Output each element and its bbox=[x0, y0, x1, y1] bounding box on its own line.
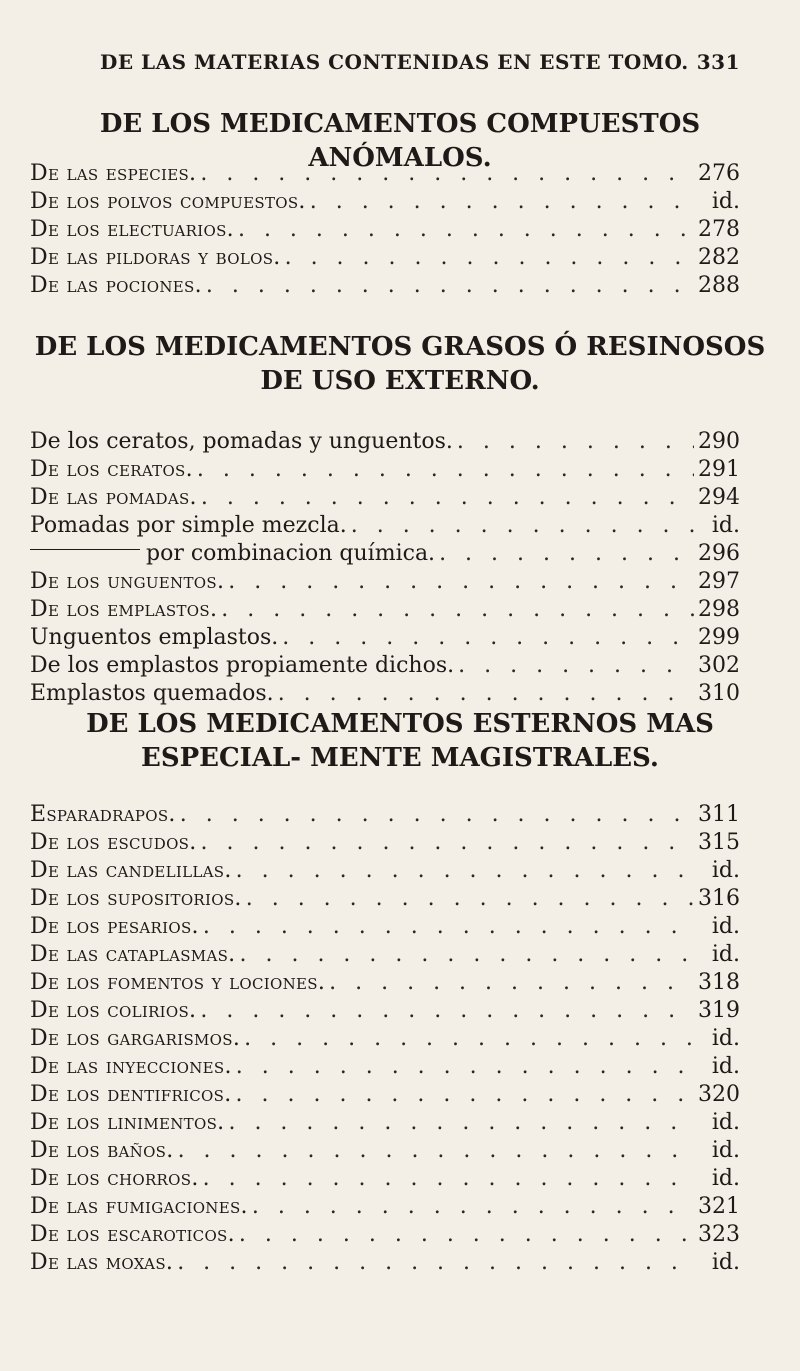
dot-leader bbox=[206, 272, 694, 300]
dot-leader bbox=[180, 801, 694, 829]
dot-leader bbox=[239, 941, 696, 969]
dot-leader bbox=[236, 857, 696, 885]
dot-leader bbox=[177, 1249, 696, 1277]
section-heading: DE LOS MEDICAMENTOS ESTERNOS MAS ESPECIAL- MENTE MAGISTRALES. bbox=[86, 709, 714, 773]
toc-entry-label: De los chorros. bbox=[30, 1166, 199, 1191]
dot-leader bbox=[457, 428, 694, 456]
toc-entry-label: Pomadas por simple mezcla. bbox=[30, 513, 347, 538]
toc-entry bbox=[30, 456, 740, 484]
toc-entry bbox=[30, 1137, 740, 1165]
dot-leader bbox=[203, 1165, 696, 1193]
toc-list bbox=[30, 160, 740, 300]
toc-entry bbox=[30, 680, 740, 708]
toc-entry-label: De las pociones. bbox=[30, 273, 202, 298]
toc-entry-label: De los emplastos. bbox=[30, 597, 218, 622]
dot-leader bbox=[239, 1221, 694, 1249]
toc-entry-page: id. bbox=[711, 1054, 740, 1079]
toc-entry bbox=[30, 568, 740, 596]
running-head-title: DE LAS MATERIAS CONTENIDAS EN ESTE TOMO. bbox=[100, 50, 689, 74]
toc-entry-page: 319 bbox=[698, 998, 740, 1023]
toc-entry-page: 278 bbox=[698, 217, 740, 242]
dot-leader bbox=[458, 652, 694, 680]
toc-entry-page: id. bbox=[711, 1250, 740, 1275]
dot-leader bbox=[228, 568, 694, 596]
toc-entry-label: De los escaroticos. bbox=[30, 1222, 235, 1247]
toc-entry-label: De las fumigaciones. bbox=[30, 1194, 248, 1219]
section-heading: DE LOS MEDICAMENTOS GRASOS Ó RESINOSOS DE USO EXTERNO. bbox=[34, 332, 766, 396]
toc-entry-label: De las pomadas. bbox=[30, 485, 197, 510]
toc-entry-page: 296 bbox=[698, 541, 740, 566]
toc-entry-label bbox=[30, 540, 435, 568]
dot-leader bbox=[203, 913, 696, 941]
toc-entry bbox=[30, 969, 740, 997]
toc-entry-label: De los baños. bbox=[30, 1138, 174, 1163]
toc-list bbox=[30, 428, 740, 708]
toc-entry bbox=[30, 160, 740, 188]
toc-entry-label: De los electuarios. bbox=[30, 217, 234, 242]
toc-entry-label-text: por combinacion química. bbox=[146, 541, 436, 566]
toc-entry bbox=[30, 1081, 740, 1109]
toc-entry bbox=[30, 216, 740, 244]
toc-entry bbox=[30, 624, 740, 652]
toc-entry-label: De los pesarios. bbox=[30, 914, 199, 939]
toc-entry-page: id. bbox=[711, 1110, 740, 1135]
dot-leader bbox=[310, 188, 696, 216]
toc-entry-label: De los dentifricos. bbox=[30, 1082, 232, 1107]
toc-entry-page: 297 bbox=[698, 569, 740, 594]
toc-entry-label: Unguentos emplastos. bbox=[30, 625, 279, 650]
toc-entry-page: 276 bbox=[698, 161, 740, 186]
toc-entry-page: 298 bbox=[698, 597, 740, 622]
toc-entry-page: id. bbox=[711, 942, 740, 967]
dot-leader bbox=[439, 540, 694, 568]
toc-entry bbox=[30, 272, 740, 300]
dot-leader bbox=[244, 1025, 696, 1053]
dot-leader bbox=[329, 969, 694, 997]
toc-entry-page: 311 bbox=[698, 802, 740, 827]
toc-entry-page: 290 bbox=[698, 429, 740, 454]
toc-entry bbox=[30, 512, 740, 540]
toc-entry-page: id. bbox=[711, 1026, 740, 1051]
dot-leader bbox=[228, 1109, 696, 1137]
toc-entry-page: 321 bbox=[698, 1194, 740, 1219]
toc-entry bbox=[30, 1193, 740, 1221]
dot-leader bbox=[221, 596, 694, 624]
toc-entry bbox=[30, 1109, 740, 1137]
section-heading: DE LOS MEDICAMENTOS COMPUESTOS ANÓMALOS. bbox=[99, 109, 701, 173]
toc-entry bbox=[30, 596, 740, 624]
toc-entry bbox=[30, 829, 740, 857]
toc-entry bbox=[30, 428, 740, 456]
dot-leader bbox=[178, 1137, 696, 1165]
toc-entry-label: De los ceratos, pomadas y unguentos. bbox=[30, 429, 453, 454]
dot-leader bbox=[238, 216, 694, 244]
dot-leader bbox=[278, 680, 694, 708]
toc-entry-page: 288 bbox=[698, 273, 740, 298]
toc-entry bbox=[30, 1249, 740, 1277]
toc-entry bbox=[30, 1053, 740, 1081]
toc-entry-page: id. bbox=[711, 513, 740, 538]
dot-leader bbox=[236, 1081, 694, 1109]
toc-entry-page: 294 bbox=[698, 485, 740, 510]
dot-leader bbox=[200, 997, 694, 1025]
toc-entry bbox=[30, 885, 740, 913]
dot-leader bbox=[200, 160, 694, 188]
toc-entry-page: id. bbox=[711, 858, 740, 883]
toc-entry bbox=[30, 997, 740, 1025]
running-head bbox=[100, 50, 740, 74]
toc-entry-label: De las candelillas. bbox=[30, 858, 232, 883]
toc-entry-page: 310 bbox=[698, 681, 740, 706]
toc-entry-page: id. bbox=[711, 189, 740, 214]
toc-entry-page: 299 bbox=[698, 625, 740, 650]
toc-entry bbox=[30, 801, 740, 829]
toc-entry bbox=[30, 941, 740, 969]
toc-entry bbox=[30, 188, 740, 216]
toc-entry bbox=[30, 540, 740, 568]
toc-entry-page: 316 bbox=[698, 886, 740, 911]
toc-entry-page: id. bbox=[711, 914, 740, 939]
toc-entry-page: id. bbox=[711, 1138, 740, 1163]
toc-entry-label: De las pildoras y bolos. bbox=[30, 245, 281, 270]
toc-entry-label: De los gargarismos. bbox=[30, 1026, 241, 1051]
toc-entry-page: 323 bbox=[698, 1222, 740, 1247]
dot-leader bbox=[201, 484, 694, 512]
toc-entry-label: De los fomentos y lociones. bbox=[30, 970, 326, 995]
toc-entry-page: 315 bbox=[698, 830, 740, 855]
toc-entry-page: 302 bbox=[698, 653, 740, 678]
dot-leader bbox=[201, 829, 694, 857]
toc-entry bbox=[30, 244, 740, 272]
toc-entry bbox=[30, 1221, 740, 1249]
toc-entry-label: De los colirios. bbox=[30, 998, 197, 1023]
toc-list bbox=[30, 801, 740, 1277]
toc-entry-label: Esparadrapos. bbox=[30, 802, 176, 827]
toc-entry-label: De los unguentos. bbox=[30, 569, 225, 594]
toc-entry bbox=[30, 484, 740, 512]
toc-entry-page: id. bbox=[711, 1166, 740, 1191]
dot-leader bbox=[252, 1193, 694, 1221]
toc-entry-label: De los escudos. bbox=[30, 830, 197, 855]
toc-entry-page: 318 bbox=[698, 970, 740, 995]
toc-entry-label: De las moxas. bbox=[30, 1250, 174, 1275]
ditto-dash bbox=[30, 549, 140, 550]
page-number: 331 bbox=[696, 50, 740, 74]
toc-entry-label: De los supositorios. bbox=[30, 886, 242, 911]
toc-entry-page: 282 bbox=[698, 245, 740, 270]
toc-entry bbox=[30, 913, 740, 941]
toc-entry-label: De los polvos compuestos. bbox=[30, 189, 306, 214]
dot-leader bbox=[236, 1053, 696, 1081]
toc-entry-label: De las especies. bbox=[30, 161, 197, 186]
toc-entry-page: 320 bbox=[698, 1082, 740, 1107]
toc-entry-label: De los linimentos. bbox=[30, 1110, 225, 1135]
dot-leader bbox=[351, 512, 696, 540]
toc-entry bbox=[30, 1165, 740, 1193]
dot-leader bbox=[197, 456, 694, 484]
toc-entry-label: Emplastos quemados. bbox=[30, 681, 274, 706]
toc-entry-page: 291 bbox=[698, 457, 740, 482]
toc-entry-label: De las inyecciones. bbox=[30, 1054, 232, 1079]
toc-entry bbox=[30, 857, 740, 885]
dot-leader bbox=[285, 244, 694, 272]
toc-entry-label: De los ceratos. bbox=[30, 457, 193, 482]
toc-entry bbox=[30, 652, 740, 680]
dot-leader bbox=[246, 885, 694, 913]
toc-entry bbox=[30, 1025, 740, 1053]
toc-entry-label: De los emplastos propiamente dichos. bbox=[30, 653, 455, 678]
dot-leader bbox=[282, 624, 694, 652]
toc-entry-label: De las cataplasmas. bbox=[30, 942, 236, 967]
